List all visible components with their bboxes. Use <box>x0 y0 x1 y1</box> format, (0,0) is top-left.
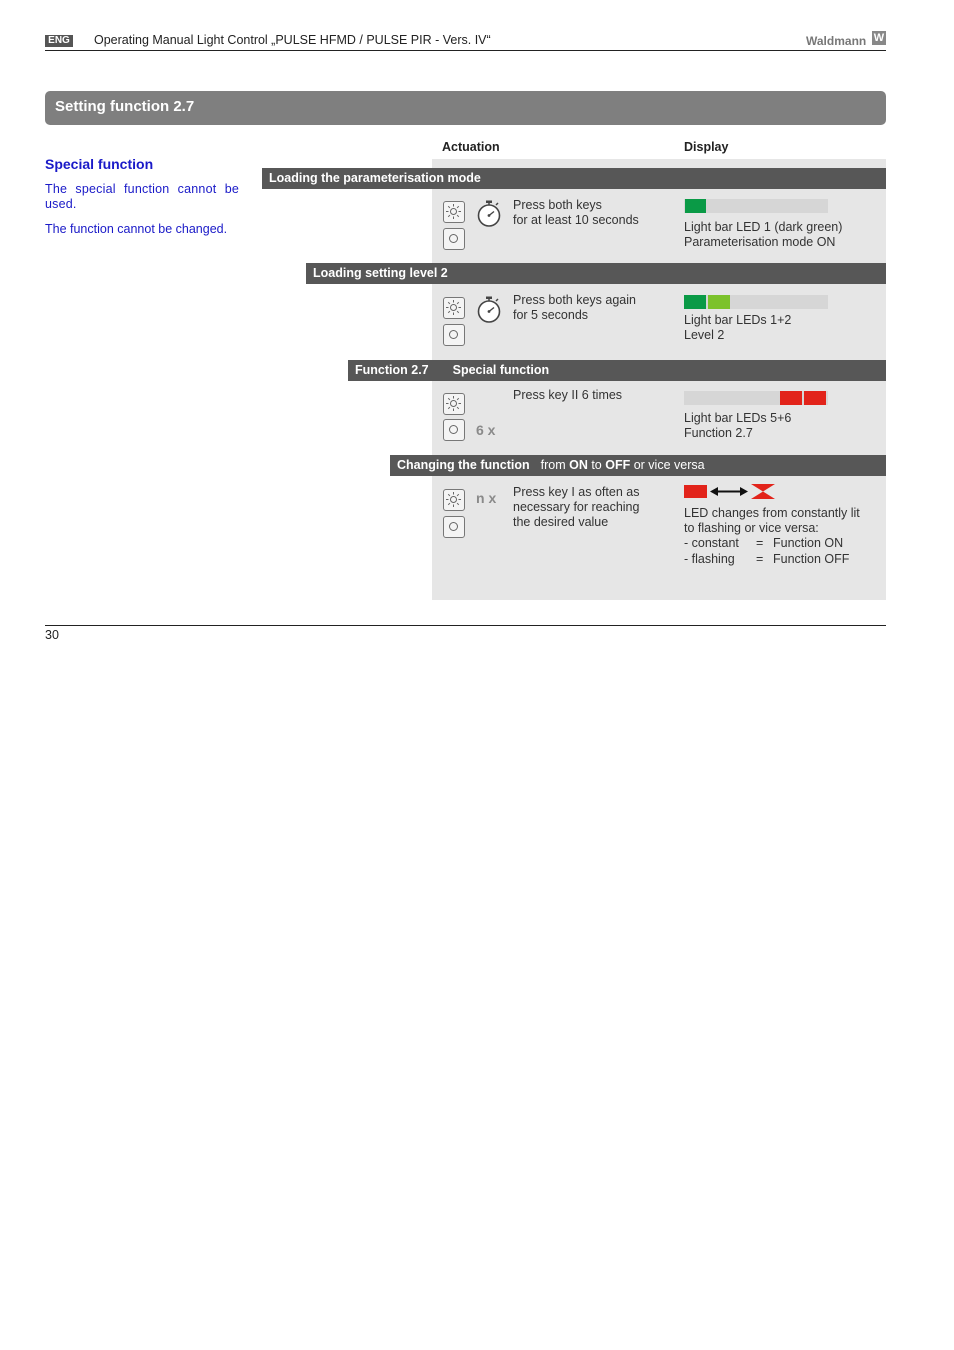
step-bar-label: Changing the function <box>397 458 530 472</box>
press-count: 6 x <box>476 422 496 438</box>
language-badge: ENG <box>45 35 73 47</box>
page-number: 30 <box>45 628 59 642</box>
display-text-line: Level 2 <box>684 328 725 342</box>
step-bar-parameterisation: Loading the parameterisation mode <box>262 168 886 189</box>
document-title: Operating Manual Light Control „PULSE HFMD / PULSE PIR - Vers. IV“ <box>94 33 491 47</box>
action-text-line: Press key I as often as <box>513 485 640 499</box>
step-bar-label: Function 2.7 <box>355 363 429 377</box>
stopwatch-icon <box>476 296 502 329</box>
state-equals: = <box>756 536 764 550</box>
constant-led-icon <box>684 485 707 498</box>
action-text-line: for 5 seconds <box>513 308 589 322</box>
light-bar <box>684 199 828 213</box>
sidebar-paragraph: The function cannot be changed. <box>45 222 228 236</box>
state-value: Function ON <box>773 536 844 550</box>
led-6-red <box>804 391 826 405</box>
step-bar-changing-function: Changing the function from ON to OFF or vice versa <box>390 455 886 476</box>
state-equals: = <box>756 552 764 566</box>
display-text-line: to flashing or vice versa: <box>684 521 819 535</box>
action-text-line: Press both keys <box>513 198 602 212</box>
footer-rule <box>45 625 886 626</box>
section-title: Setting function 2.7 <box>45 91 886 125</box>
display-text-line: Light bar LED 1 (dark green) <box>684 220 843 234</box>
action-text-line: for at least 10 seconds <box>513 213 639 227</box>
led-5-red <box>780 391 802 405</box>
state-label: - constant <box>684 536 739 550</box>
flashing-led-icon <box>751 484 775 504</box>
display-text-line: Light bar LEDs 1+2 <box>684 313 792 327</box>
action-text-line: the desired value <box>513 515 609 529</box>
step-bar-function-2-7 <box>348 360 886 381</box>
display-text-line: Light bar LEDs 5+6 <box>684 411 792 425</box>
display-text-line: LED changes from constantly lit <box>684 506 860 520</box>
step-bar-label: Special function <box>452 363 550 377</box>
header-rule <box>45 50 886 51</box>
column-header-actuation: Actuation <box>442 140 500 154</box>
sun-key-icon <box>443 489 465 511</box>
display-text-line: Parameterisation mode ON <box>684 235 836 249</box>
action-text-line: necessary for reaching <box>513 500 640 514</box>
display-text-line: Function 2.7 <box>684 426 753 440</box>
action-text-line: Press key II 6 times <box>513 388 623 402</box>
circle-key-icon <box>443 516 465 538</box>
circle-key-icon <box>443 324 465 346</box>
double-arrow-icon <box>710 485 748 503</box>
sun-key-icon <box>443 393 465 415</box>
step-bar-setting-level-2: Loading setting level 2 <box>306 263 886 284</box>
circle-key-icon <box>443 228 465 250</box>
led-2-light-green <box>708 295 730 309</box>
sidebar-title: Special function <box>45 156 154 172</box>
column-header-display: Display <box>684 140 729 154</box>
sun-key-icon <box>443 297 465 319</box>
sidebar-paragraph: The special function cannot be used. <box>45 182 239 211</box>
state-value: Function OFF <box>773 552 850 566</box>
state-label: - flashing <box>684 552 735 566</box>
stopwatch-icon <box>476 200 502 233</box>
brand-name: Waldmann <box>806 34 867 48</box>
press-count: n x <box>476 490 497 506</box>
sun-key-icon <box>443 201 465 223</box>
led-1-dark-green <box>685 199 706 213</box>
circle-key-icon <box>443 419 465 441</box>
light-bar <box>684 295 828 309</box>
light-bar <box>684 391 828 405</box>
led-1-dark-green <box>684 295 706 309</box>
brand-logo: W <box>873 32 885 44</box>
action-text-line: Press both keys again <box>513 293 636 307</box>
